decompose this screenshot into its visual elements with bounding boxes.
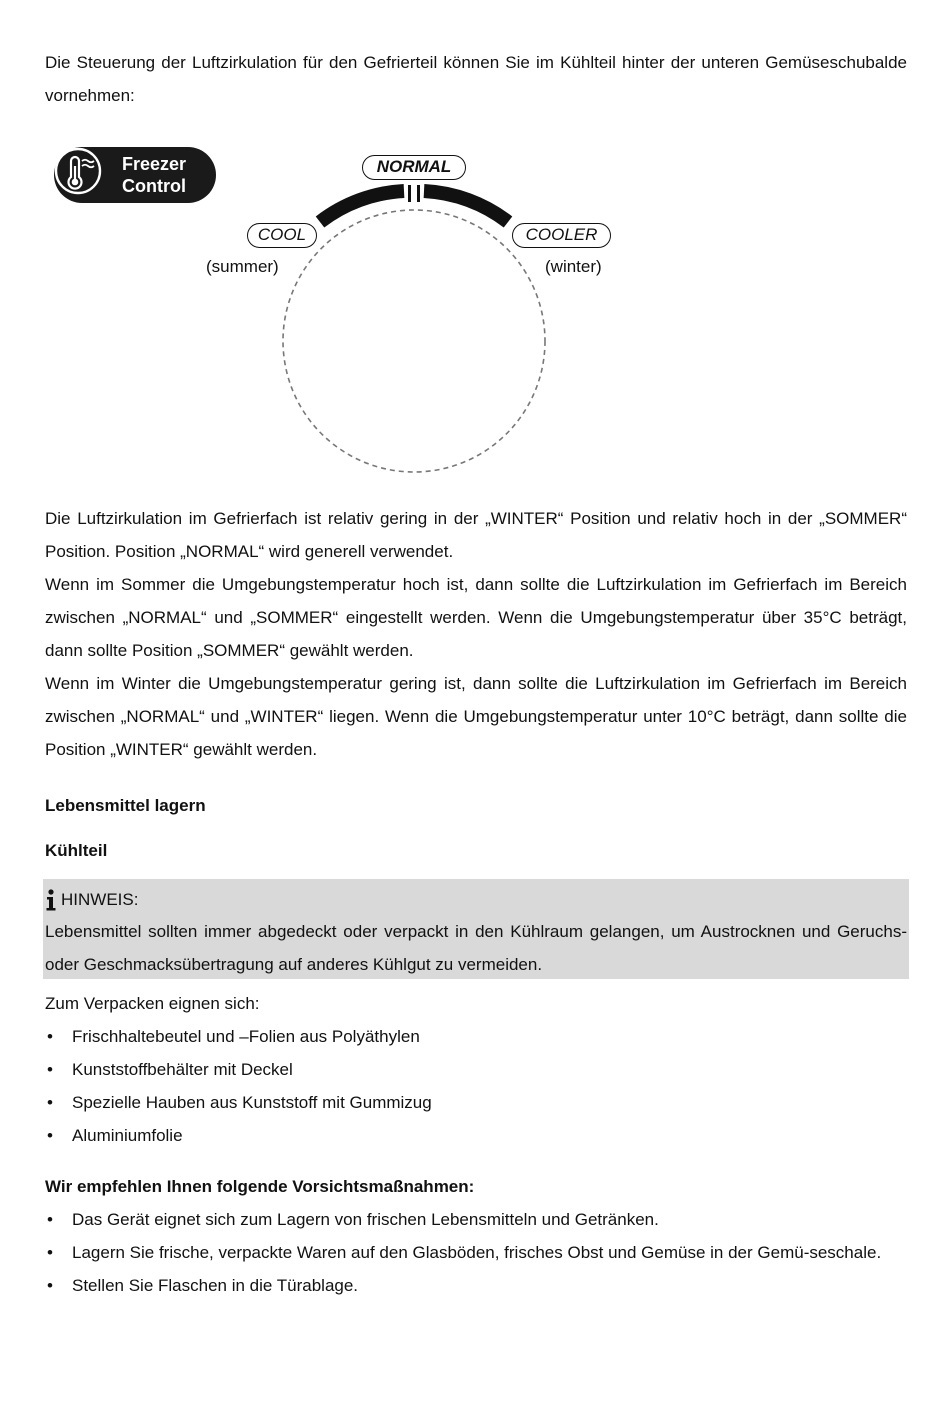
- bullet: •: [47, 1126, 53, 1145]
- notice-title: [45, 883, 138, 916]
- packing-list: [45, 1020, 907, 1152]
- list-item: • Stellen Sie Flaschen in die Türablage.: [45, 1269, 907, 1302]
- label-winter: (winter): [545, 257, 602, 276]
- badge-line-1: Freezer: [122, 154, 187, 174]
- list-item: • Spezielle Hauben aus Kunststoff mit Gummizug: [45, 1086, 907, 1119]
- heading-precautions: Wir empfehlen Ihnen folgende Vorsichtsmaßnahmen:: [45, 1177, 475, 1196]
- dial-circle: [283, 210, 545, 472]
- bullet: •: [47, 1210, 53, 1229]
- heading-fridge-section: Kühlteil: [45, 841, 108, 860]
- list-item: • Das Gerät eignet sich zum Lagern von frischen Lebensmitteln und Getränken.: [45, 1203, 907, 1236]
- list-item: • Lagern Sie frische, verpackte Waren auf den Glasböden, frisches Obst und Gemüse in der Gemü-seschale.: [45, 1236, 907, 1269]
- list-item: • Kunststoffbehälter mit Deckel: [45, 1053, 907, 1086]
- list-item: • Frischhaltebeutel und –Folien aus Polyäthylen: [45, 1020, 907, 1053]
- dial-arc-left: [320, 191, 404, 222]
- dial-arc-right: [424, 191, 508, 222]
- bullet: •: [47, 1093, 53, 1112]
- bullet: •: [47, 1060, 53, 1079]
- packing-intro: Zum Verpacken eignen sich:: [45, 994, 260, 1013]
- info-paragraph-3: Wenn im Winter die Umgebungstemperatur gering ist, dann sollte die Luftzirkulation im Gefrierfach im Bereich zwischen „NORMAL“ und „WINTER“ liegen. Wenn die Umgebungstemperatur unter 10°C beträgt, dann sollte die Position „WINTER“ gewählt werden.: [45, 674, 907, 759]
- bullet: •: [47, 1276, 53, 1295]
- precautions-list: [45, 1203, 907, 1302]
- bullet: •: [47, 1243, 53, 1262]
- label-cool: COOL: [247, 223, 317, 248]
- info-paragraph-1: Die Luftzirkulation im Gefrierfach ist relativ gering in der „WINTER“ Position und relativ hoch in der „SOMMER“ Position. Position „NORMAL“ wird generell verwendet.: [45, 509, 907, 561]
- badge-line-2: Control: [122, 176, 186, 196]
- freezer-control-diagram: [0, 0, 950, 480]
- list-item: • Aluminiumfolie: [45, 1119, 907, 1152]
- label-summer: (summer): [206, 257, 279, 276]
- thermometer-icon: [54, 147, 102, 195]
- info-icon: [45, 889, 57, 911]
- freezer-control-badge: [54, 147, 216, 203]
- info-paragraphs: [45, 502, 907, 766]
- label-cooler: COOLER: [512, 223, 611, 248]
- info-paragraph-2: Wenn im Sommer die Umgebungstemperatur hoch ist, dann sollte die Luftzirkulation im Gefrierfach im Bereich zwischen „NORMAL“ und „SOMMER“ eingestellt werden. Wenn die Umgebungstemperatur über 35°C beträgt, dann sollte Position „SOMMER“ gewählt werden.: [45, 575, 907, 660]
- notice-box: [43, 879, 909, 979]
- notice-title-text: HINWEIS:: [61, 890, 139, 909]
- notice-body: Lebensmittel sollten immer abgedeckt oder verpackt in den Kühlraum gelangen, um Austrocknen und Geruchs- oder Geschmacksübertragung auf anderes Kühlgut zu vermeiden.: [45, 922, 907, 974]
- bullet: •: [47, 1027, 53, 1046]
- badge-label: [122, 153, 186, 197]
- dial-graphic: [0, 0, 950, 480]
- heading-store-food: Lebensmittel lagern: [45, 796, 206, 815]
- label-normal: NORMAL: [362, 155, 466, 180]
- intro-paragraph: Die Steuerung der Luftzirkulation für den Gefrierteil können Sie im Kühlteil hinter der unteren Gemüseschubalde vornehmen:: [45, 53, 907, 105]
